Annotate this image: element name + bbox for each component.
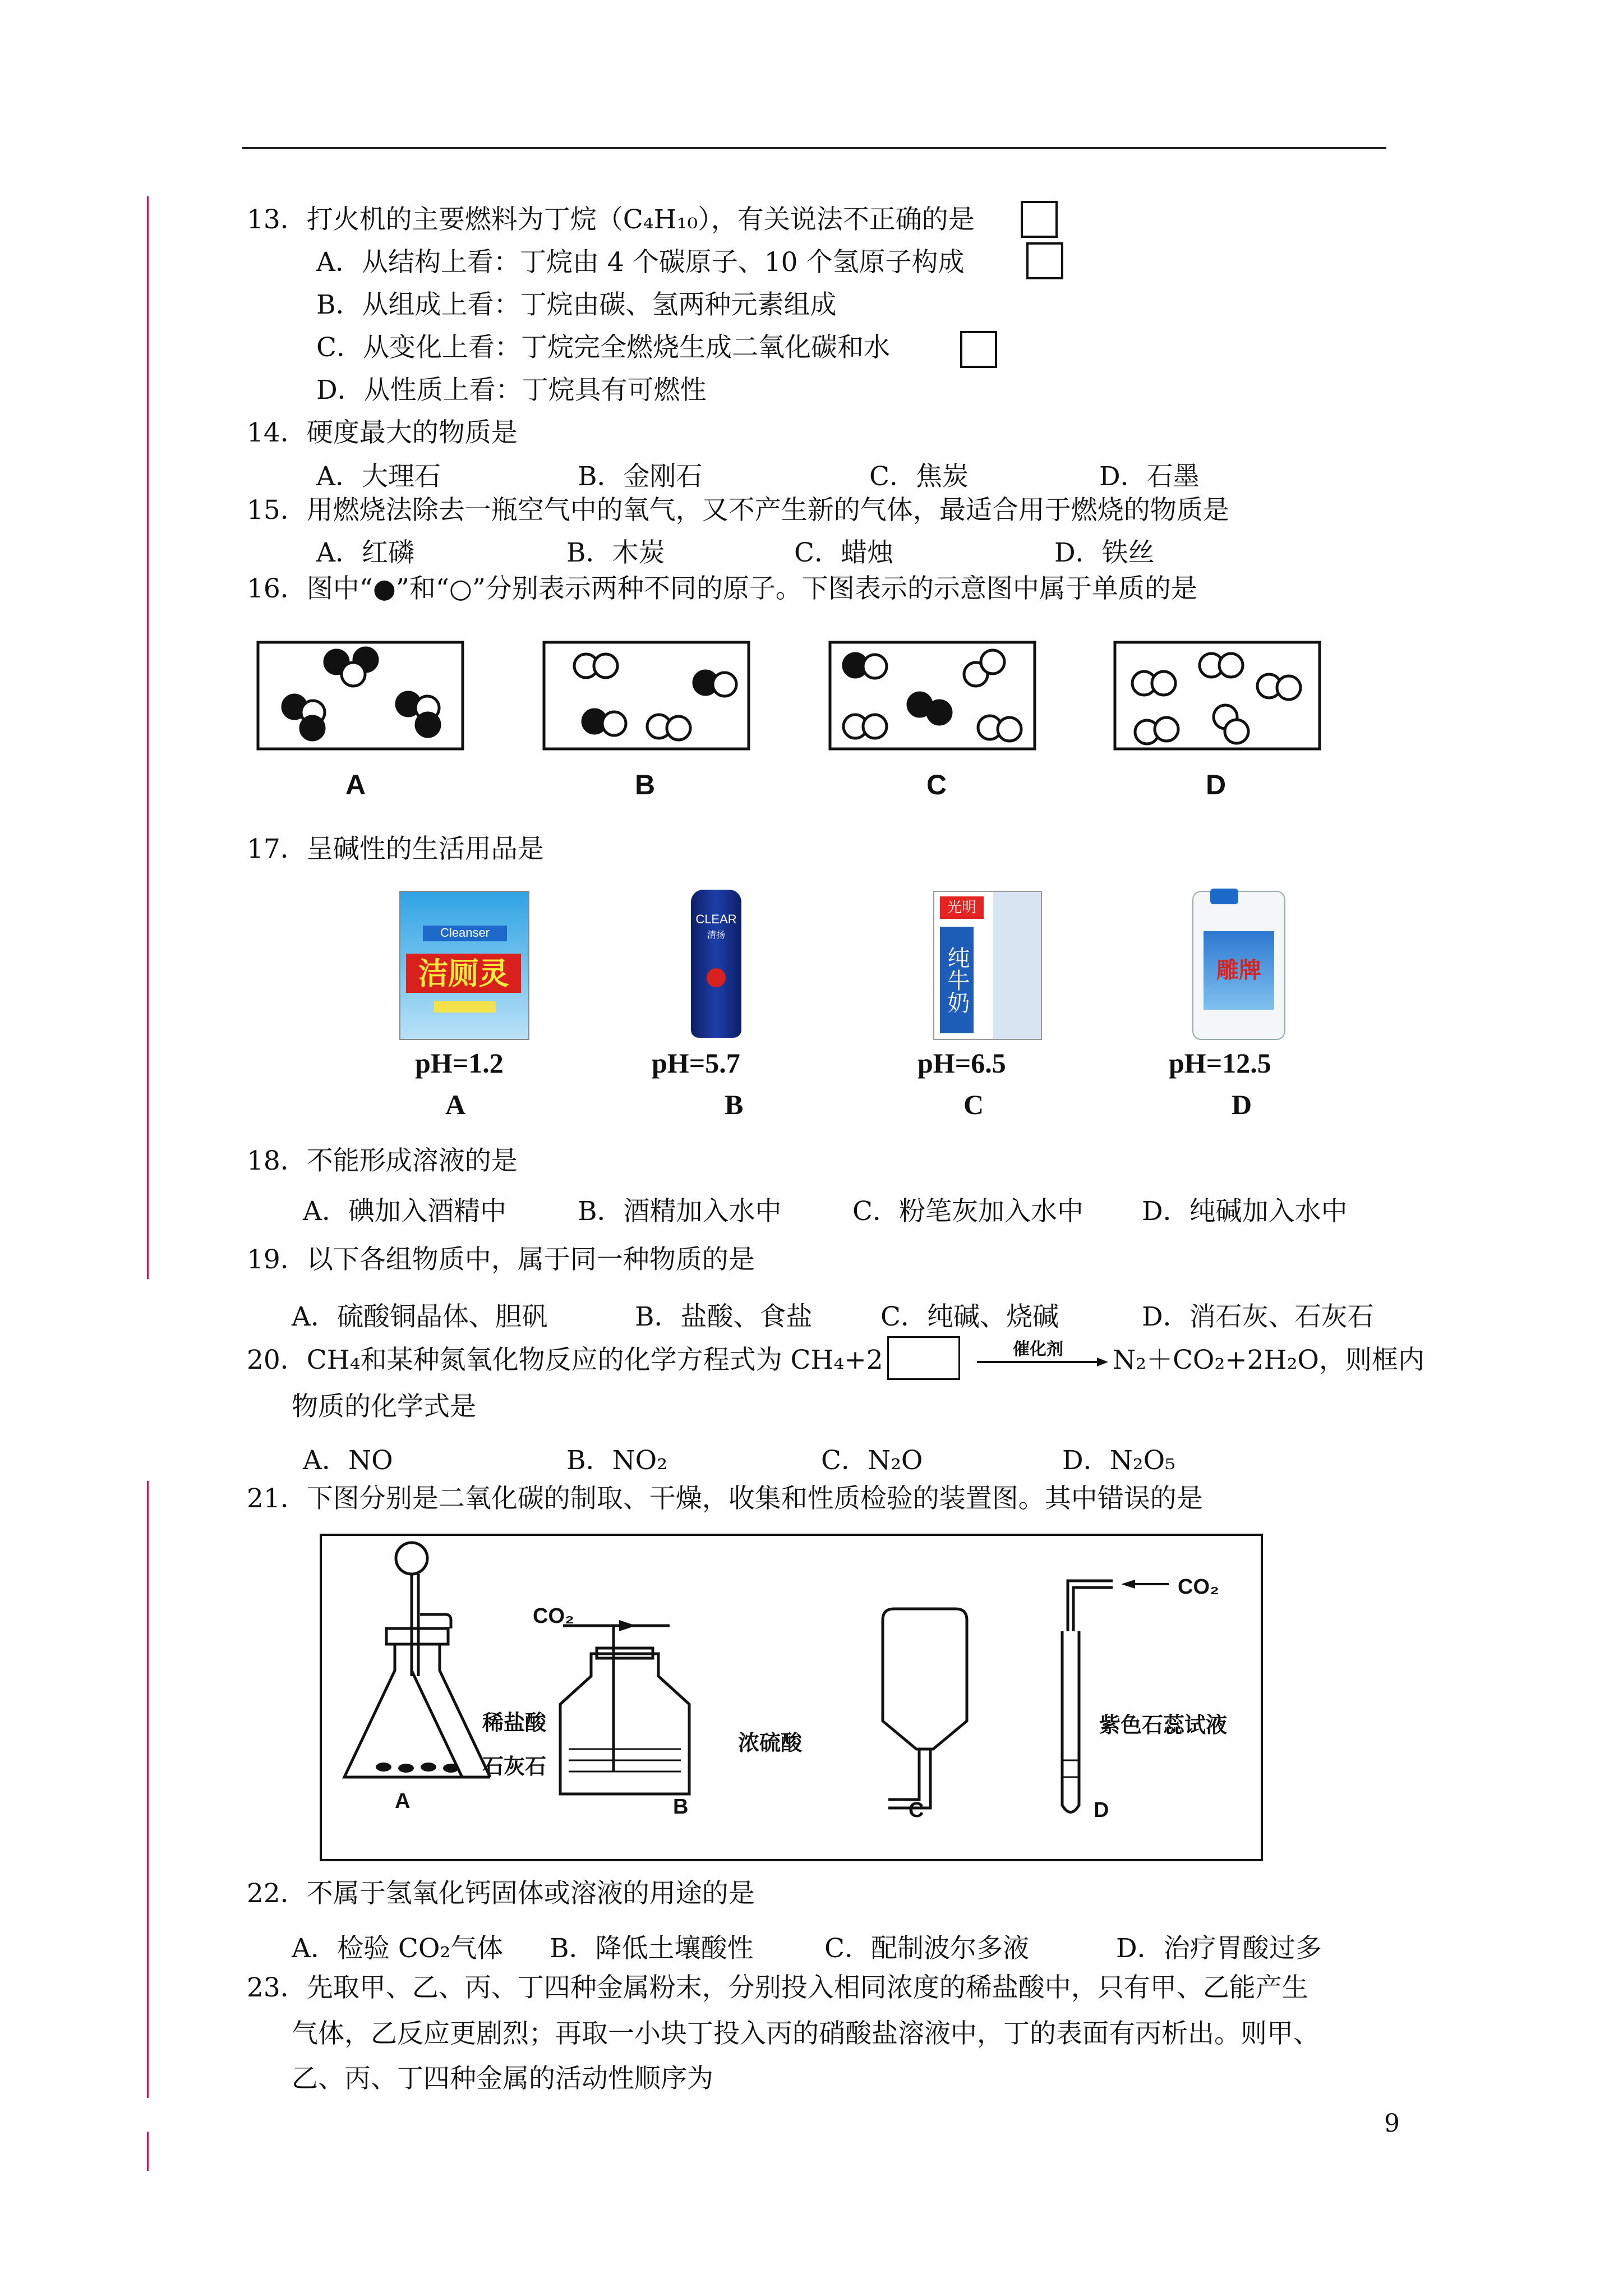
q18-stem: 18．不能形成溶液的是 xyxy=(247,1145,518,1176)
q20-stem-a: 20．CH₄和某种氮氧化物反应的化学方程式为 CH₄+2 xyxy=(247,1345,883,1375)
product-label-d: D xyxy=(1232,1089,1252,1120)
ph-value-b: pH=5.7 xyxy=(652,1047,740,1079)
q21-stem: 21．下图分别是二氧化碳的制取、干燥，收集和性质检验的装置图。其中错误的是 xyxy=(247,1483,1203,1514)
catalyst-label: 催化剂 xyxy=(1013,1340,1063,1359)
q22-option-c: C．配制波尔多液 xyxy=(824,1933,1029,1964)
reaction-arrow xyxy=(976,1355,1110,1369)
product-detergent xyxy=(1192,891,1285,1040)
label-strip xyxy=(434,1001,496,1013)
q19-stem: 19．以下各组物质中，属于同一种物质的是 xyxy=(247,1244,755,1275)
label-limestone: 石灰石 xyxy=(482,1755,547,1779)
logo-dot xyxy=(707,968,726,987)
q20-option-c: C．N₂O xyxy=(821,1445,923,1476)
q18-option-c: C．粉笔灰加入水中 xyxy=(852,1196,1083,1227)
product-label-b: B xyxy=(725,1089,744,1120)
label-conc-h2so4: 浓硫酸 xyxy=(738,1732,803,1755)
product-milk xyxy=(933,891,1042,1040)
product-brand: CLEAR xyxy=(695,912,737,926)
product-label-c: C xyxy=(963,1089,984,1120)
q16-stem: 16．图中“●”和“○”分别表示两种不同的原子。下图表示的示意图中属于单质的是 xyxy=(247,573,1197,604)
answer-box[interactable] xyxy=(960,331,997,368)
product-brand: 雕牌 xyxy=(1204,931,1274,1010)
product-brand: 光明 xyxy=(940,896,984,919)
apparatus-label-b: B xyxy=(673,1795,689,1819)
q19-option-b: B．盐酸、食盐 xyxy=(635,1301,813,1332)
product-shampoo xyxy=(691,890,741,1038)
q14-option-b: B．金刚石 xyxy=(578,461,703,492)
q19-option-c: C．纯碱、烧碱 xyxy=(880,1301,1059,1332)
product-cleanser xyxy=(399,891,529,1040)
q15-option-b: B．木炭 xyxy=(566,537,665,568)
q22-option-b: B．降低土壤酸性 xyxy=(550,1933,754,1964)
q20-option-d: D．N₂O₅ xyxy=(1062,1445,1176,1476)
q17-stem: 17．呈碱性的生活用品是 xyxy=(247,834,544,864)
apparatus-drawing xyxy=(322,1536,1256,1855)
q20-stem-b: N₂＋CO₂+2H₂O，则框内 xyxy=(1113,1345,1424,1375)
q23-line1: 23．先取甲、乙、丙、丁四种金属粉末，分别投入相同浓度的稀盐酸中，只有甲、乙能产生 xyxy=(247,1972,1308,2003)
q13-stem: 13．打火机的主要燃料为丁烷（C₄H₁₀），有关说法不正确的是 xyxy=(247,204,975,235)
page-number: 9 xyxy=(1384,2109,1400,2138)
answer-box[interactable] xyxy=(1021,201,1058,238)
label-co2-d: CO₂ xyxy=(1178,1575,1219,1599)
q13-option-c: C．从变化上看：丁烷完全燃烧生成二氧化碳和水 xyxy=(316,332,890,363)
q15-option-c: C．蜡烛 xyxy=(794,537,893,568)
q22-stem: 22．不属于氢氧化钙固体或溶液的用途的是 xyxy=(247,1878,755,1909)
q20-option-b: B．NO₂ xyxy=(566,1445,668,1476)
product-sub: Cleanser xyxy=(423,926,507,941)
product-sub: 纯牛奶 xyxy=(940,927,974,1033)
q18-option-a: A．碘加入酒精中 xyxy=(303,1196,506,1227)
apparatus-label-c: C xyxy=(909,1798,924,1822)
answer-box[interactable] xyxy=(1026,242,1063,279)
q14-stem: 14．硬度最大的物质是 xyxy=(247,417,518,448)
jug-cap xyxy=(1210,889,1238,904)
q15-option-a: A．红磷 xyxy=(316,537,414,568)
q13-option-a: A．从结构上看：丁烷由 4 个碳原子、10 个氢原子构成 xyxy=(316,247,965,278)
q20-option-a: A．NO xyxy=(303,1445,393,1476)
product-brand: 洁厕灵 xyxy=(406,954,521,993)
q15-stem: 15．用燃烧法除去一瓶空气中的氧气，又不产生新的气体，最适合用于燃烧的物质是 xyxy=(247,495,1229,526)
q14-option-d: D．石墨 xyxy=(1099,461,1200,492)
q19-option-a: A．硫酸铜晶体、胆矾 xyxy=(292,1301,548,1332)
q23-line2: 气体，乙反应更剧烈；再取一小块丁投入丙的硝酸盐溶液中，丁的表面有丙析出。则甲、 xyxy=(292,2018,1320,2049)
ph-value-a: pH=1.2 xyxy=(415,1047,504,1079)
diagram-label-b: B xyxy=(635,769,656,800)
q14-option-c: C．焦炭 xyxy=(869,461,969,492)
product-label-a: A xyxy=(445,1089,466,1120)
q20-stem-c: 物质的化学式是 xyxy=(292,1391,476,1422)
ph-value-c: pH=6.5 xyxy=(917,1047,1006,1079)
product-sub: 清扬 xyxy=(707,930,725,940)
q13-option-b: B．从组成上看：丁烷由碳、氢两种元素组成 xyxy=(316,289,837,320)
answer-box[interactable] xyxy=(887,1336,960,1380)
label-co2-b: CO₂ xyxy=(533,1604,574,1628)
q15-option-d: D．铁丝 xyxy=(1054,537,1155,568)
apparatus-label-a: A xyxy=(395,1789,411,1813)
margin-line xyxy=(147,1481,149,2098)
q23-line3: 乙、丙、丁四种金属的活动性顺序为 xyxy=(292,2063,713,2094)
q18-option-b: B．酒精加入水中 xyxy=(578,1196,782,1227)
q18-option-d: D．纯碱加入水中 xyxy=(1142,1196,1348,1227)
diagram-label-a: A xyxy=(345,769,366,800)
q13-option-d: D．从性质上看：丁烷具有可燃性 xyxy=(316,375,707,406)
margin-line xyxy=(147,196,149,1279)
apparatus-label-d: D xyxy=(1094,1798,1109,1822)
label-litmus: 紫色石蕊试液 xyxy=(1099,1714,1228,1737)
q22-option-d: D．治疗胃酸过多 xyxy=(1116,1933,1322,1964)
label-dilute-hcl: 稀盐酸 xyxy=(482,1711,547,1735)
top-rule xyxy=(242,147,1386,149)
q19-option-d: D．消石灰、石灰石 xyxy=(1142,1301,1374,1332)
q14-option-a: A．大理石 xyxy=(316,461,441,492)
ph-value-d: pH=12.5 xyxy=(1169,1047,1271,1079)
diagram-label-c: C xyxy=(926,769,947,800)
margin-line xyxy=(147,2132,149,2171)
q22-option-a: A．检验 CO₂气体 xyxy=(292,1933,504,1964)
diagram-label-d: D xyxy=(1206,769,1227,800)
